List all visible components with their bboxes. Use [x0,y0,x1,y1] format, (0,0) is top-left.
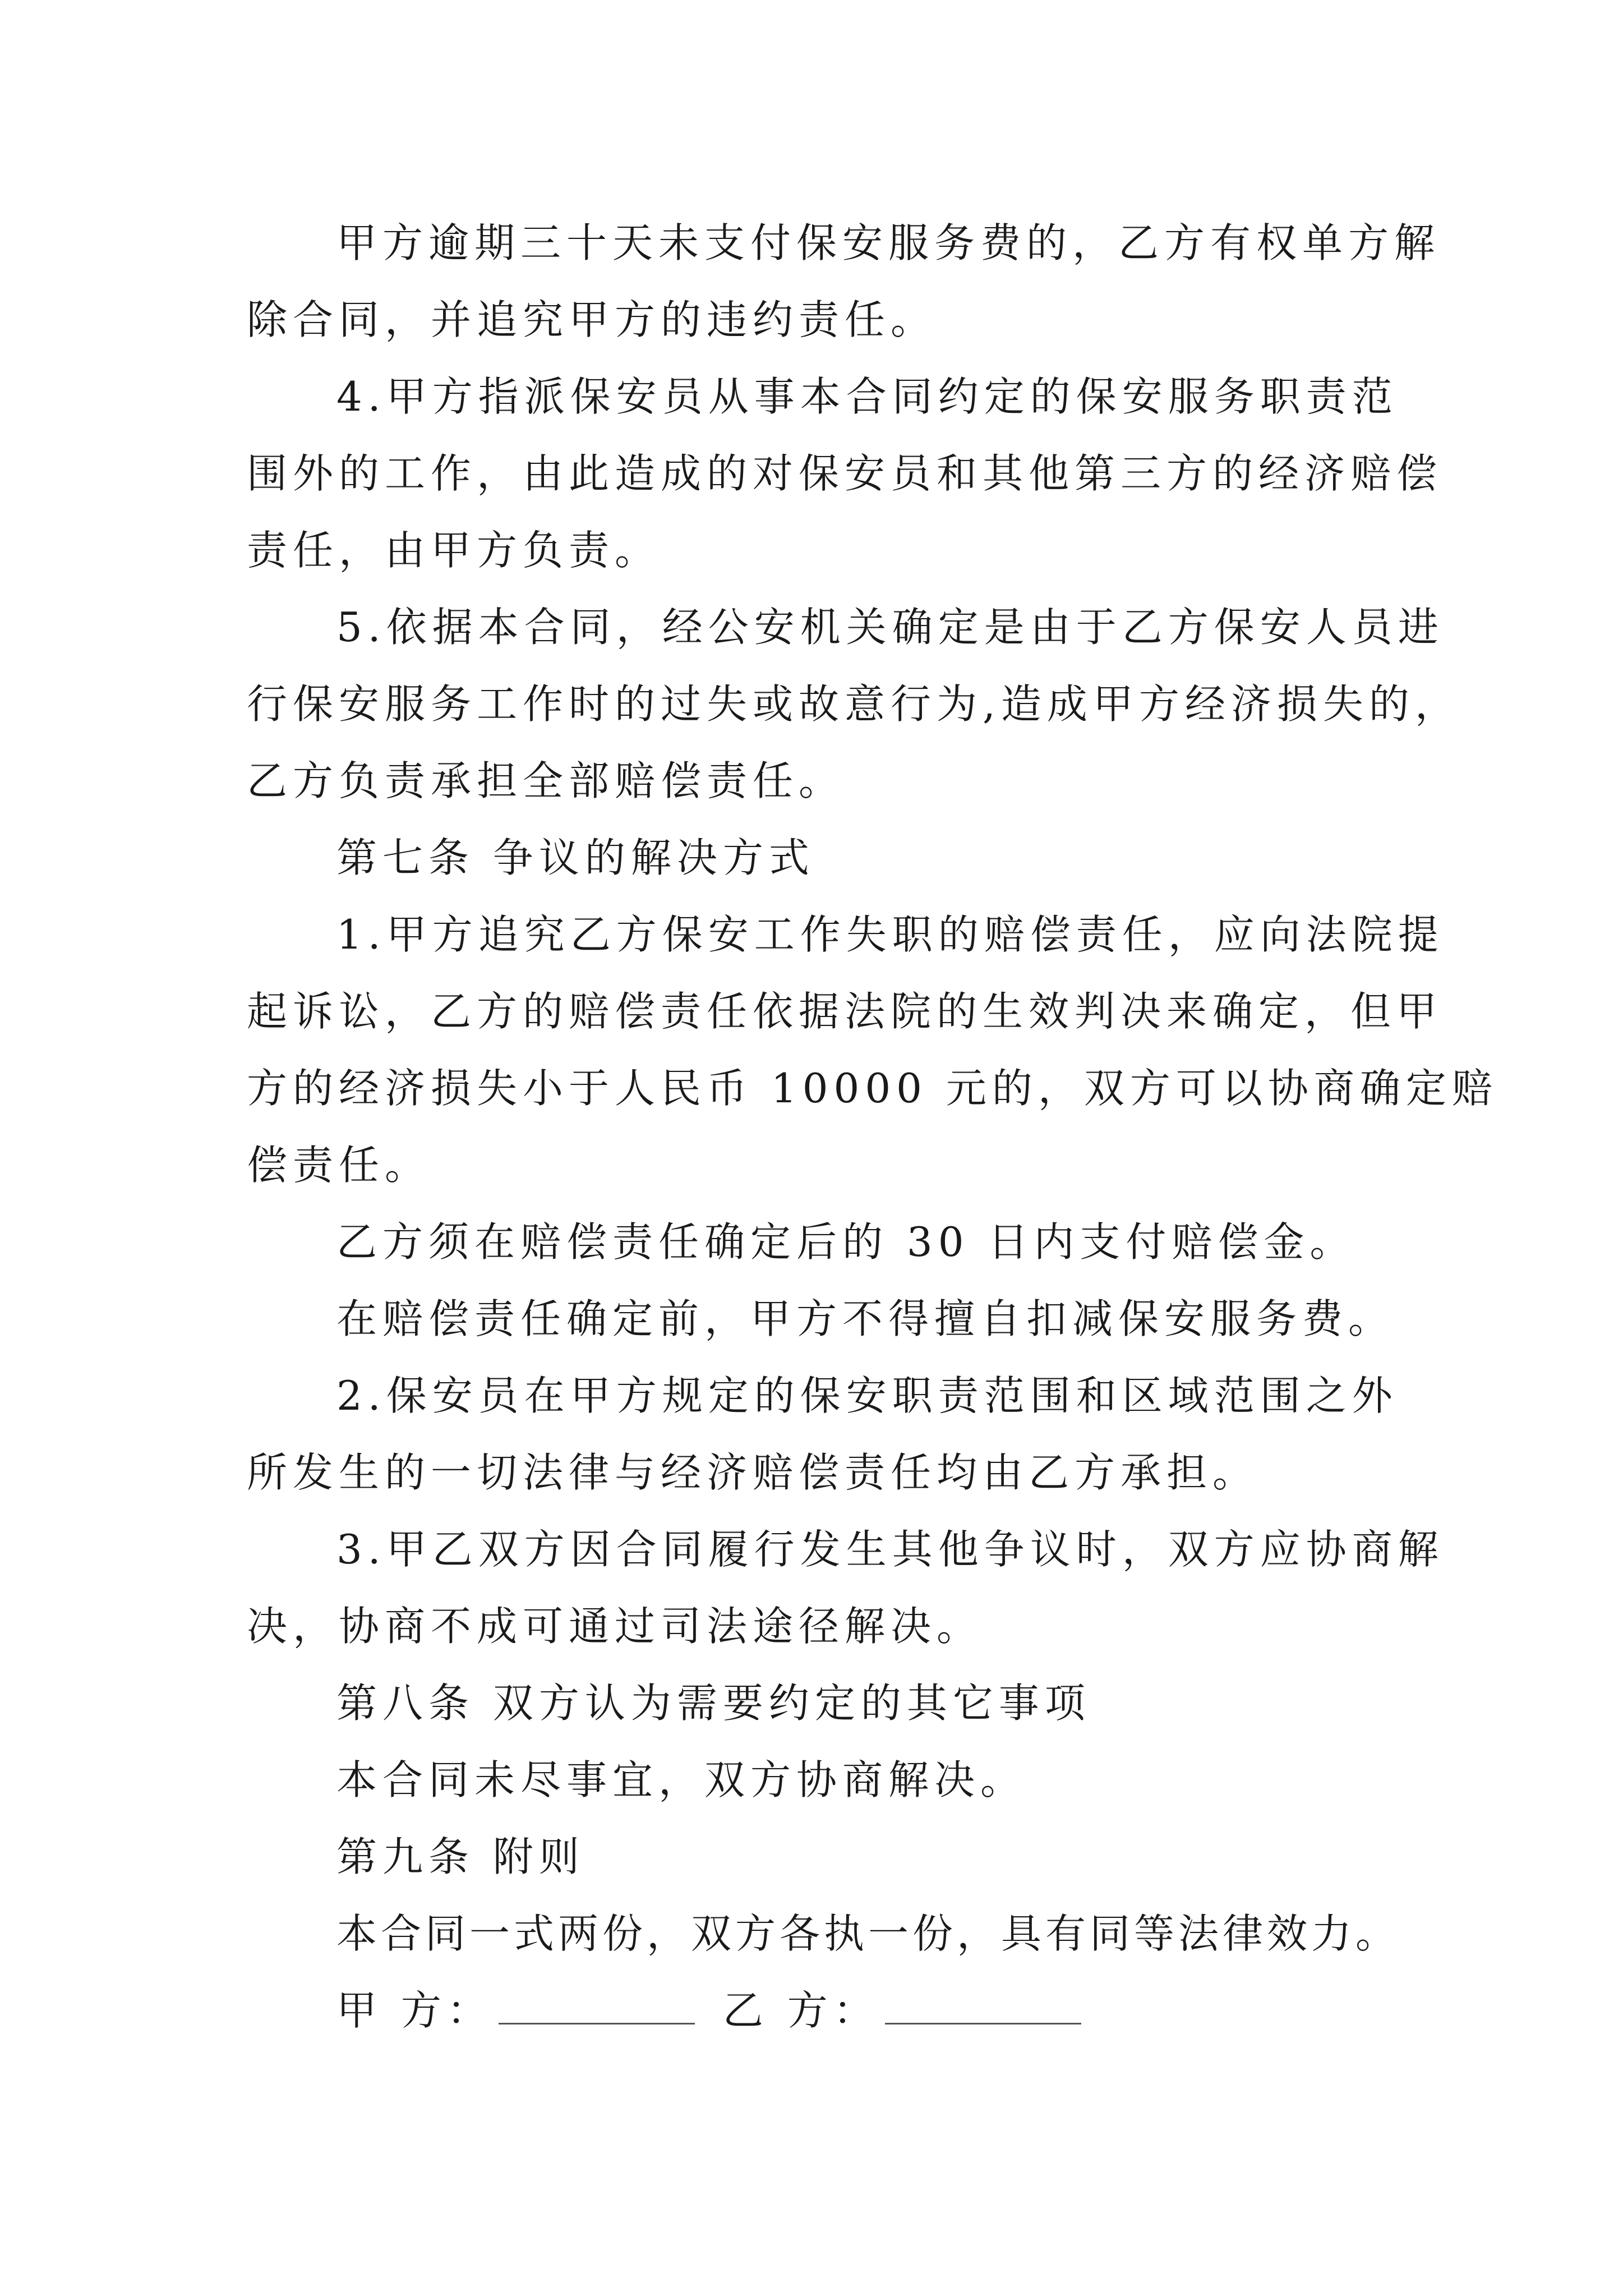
party-b-signature-blank [885,1989,1081,2024]
paragraph-line: 乙方负责承担全部赔偿责任。 [247,757,845,804]
paragraph-line: 所发生的一切法律与经济赔偿责任均由乙方承担。 [247,1449,1259,1496]
signature-row [336,1985,1109,2036]
paragraph-line: 5.依据本合同，经公安机关确定是由于乙方保安人员进 [336,604,1444,651]
paragraph-line: 责任，由甲方负责。 [247,527,661,574]
paragraph-line: 偿责任。 [247,1142,431,1189]
paragraph-line: 甲方逾期三十天未支付保安服务费的，乙方有权单方解 [336,219,1441,266]
paragraph-line: 起诉讼，乙方的赔偿责任依据法院的生效判决来确定，但甲 [247,988,1443,1035]
paragraph-line: 围外的工作，由此造成的对保安员和其他第三方的经济赔偿 [247,450,1443,497]
party-b-label: 乙 方： [722,1987,879,2034]
paragraph-line: 4.甲方指派保安员从事本合同约定的保安服务职责范 [336,373,1398,420]
paragraph-line: 1.甲方追究乙方保安工作失职的赔偿责任，应向法院提 [336,911,1444,958]
paragraph-line: 方的经济损失小于人民币 10000 元的，双方可以协商确定赔 [247,1065,1498,1112]
paragraph-line: 除合同，并追究甲方的违约责任。 [247,296,937,343]
section-heading: 第八条 双方认为需要约定的其它事项 [336,1680,1091,1727]
paragraph-line: 行保安服务工作时的过失或故意行为,造成甲方经济损失的， [247,680,1461,728]
paragraph-line: 2.保安员在甲方规定的保安职责范围和区域范围之外 [336,1372,1398,1419]
party-a-label: 甲 方： [336,1987,493,2034]
paragraph-line: 本合同未尽事宜，双方协商解决。 [336,1756,1027,1803]
paragraph-line: 乙方须在赔偿责任确定后的 30 日内支付赔偿金。 [336,1218,1356,1266]
paragraph-line: 3.甲乙双方因合同履行发生其他争议时，双方应协商解 [336,1526,1444,1573]
paragraph-line: 在赔偿责任确定前，甲方不得擅自扣减保安服务费。 [336,1295,1395,1342]
section-heading: 第七条 争议的解决方式 [336,834,815,881]
paragraph-line: 本合同一式两份，双方各执一份，具有同等法律效力。 [336,1910,1400,1957]
section-heading: 第九条 附则 [336,1833,585,1880]
party-a-signature-blank [499,1989,695,2024]
paragraph-line: 决，协商不成可通过司法途径解决。 [247,1603,983,1650]
